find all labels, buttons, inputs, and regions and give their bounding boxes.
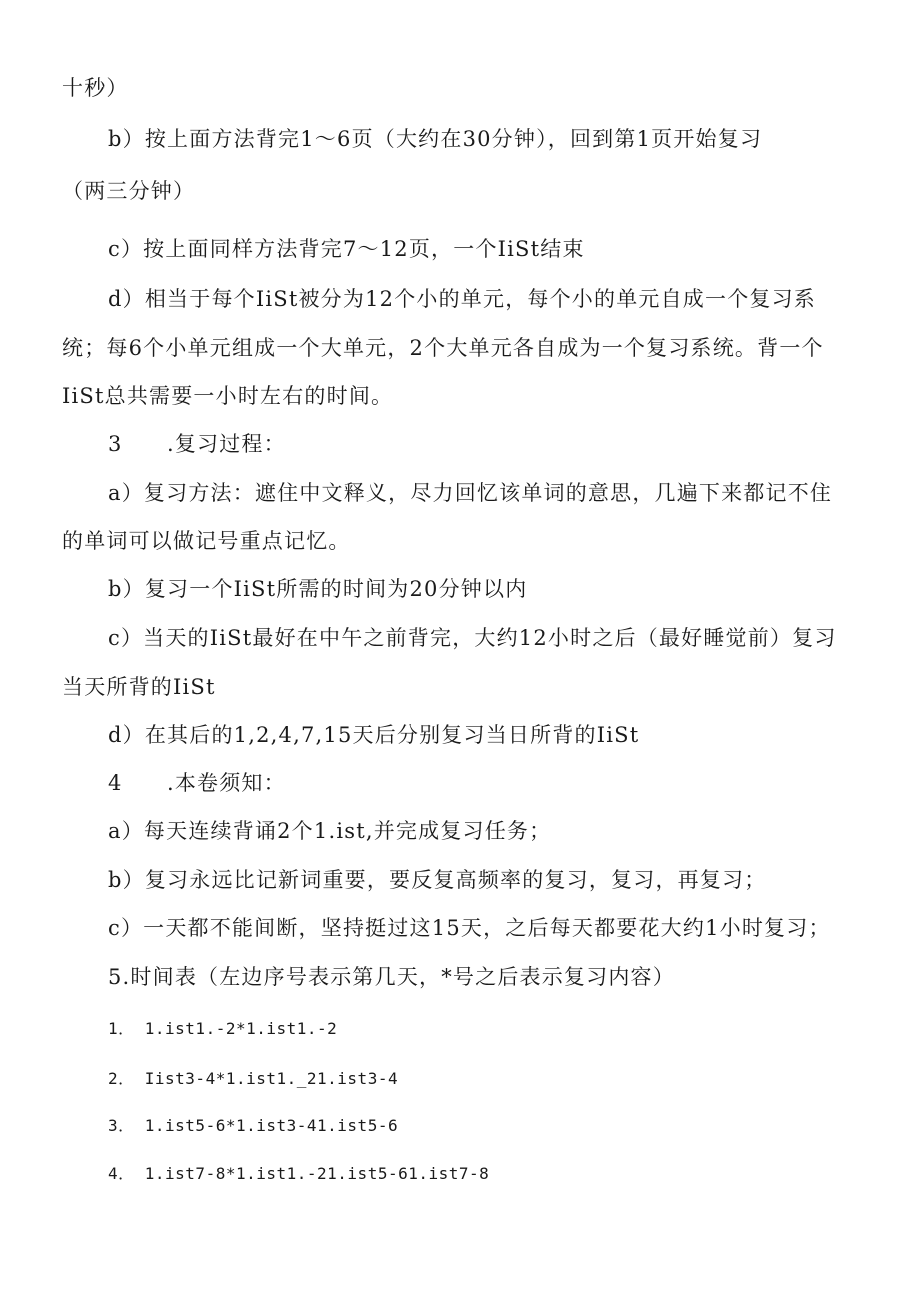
schedule-item: 1． 1.ist1.-2*1.ist1.-2 — [108, 1019, 338, 1038]
section-heading: 3 .复习过程： — [108, 432, 286, 456]
text-line: a）每天连续背诵2个1.ist,并完成复习任务； — [108, 819, 552, 843]
text-line: a）复习方法：遮住中文释义，尽力回忆该单词的意思，几遍下来都记不住 — [108, 481, 833, 505]
text-line: c）当天的IiSt最好在中午之前背完，大约12小时之后（最好睡觉前）复习 — [108, 626, 837, 650]
text-line: d）相当于每个IiSt被分为12个小的单元，每个小的单元自成一个复习系 — [108, 287, 816, 311]
text-line: 十秒） — [62, 76, 129, 100]
text-line: IiSt总共需要一小时左右的时间。 — [62, 384, 394, 408]
text-line: b）复习一个IiSt所需的时间为20分钟以内 — [108, 577, 528, 601]
text-line: b）按上面方法背完1～6页（大约在30分钟），回到第1页开始复习 — [108, 127, 763, 151]
schedule-item: 3． 1.ist5-6*1.ist3-41.ist5-6 — [108, 1116, 399, 1135]
text-line: 统；每6个小单元组成一个大单元，2个大单元各自成为一个复习系统。背一个 — [62, 336, 824, 360]
text-line: c）按上面同样方法背完7～12页，一个IiSt结束 — [108, 237, 585, 261]
text-line: d）在其后的1,2,4,7,15天后分别复习当日所背的IiSt — [108, 723, 640, 747]
text-line: 当天所背的IiSt — [62, 675, 216, 699]
text-line: b）复习永远比记新词重要，要反复高频率的复习，复习，再复习； — [108, 868, 767, 892]
text-line: （两三分钟） — [62, 179, 196, 203]
section-heading: 4 .本卷须知： — [108, 771, 286, 795]
text-line: 的单词可以做记号重点记忆。 — [62, 529, 351, 553]
text-line: c）一天都不能间断，坚持挺过这15天，之后每天都要花大约1小时复习； — [108, 916, 831, 940]
section-heading: 5.时间表（左边序号表示第几天，*号之后表示复习内容） — [108, 965, 675, 989]
schedule-item: 4． 1.ist7-8*1.ist1.-21.ist5-61.ist7-8 — [108, 1164, 490, 1183]
schedule-item: 2． Iist3-4*1.ist1._21.ist3-4 — [108, 1069, 399, 1088]
